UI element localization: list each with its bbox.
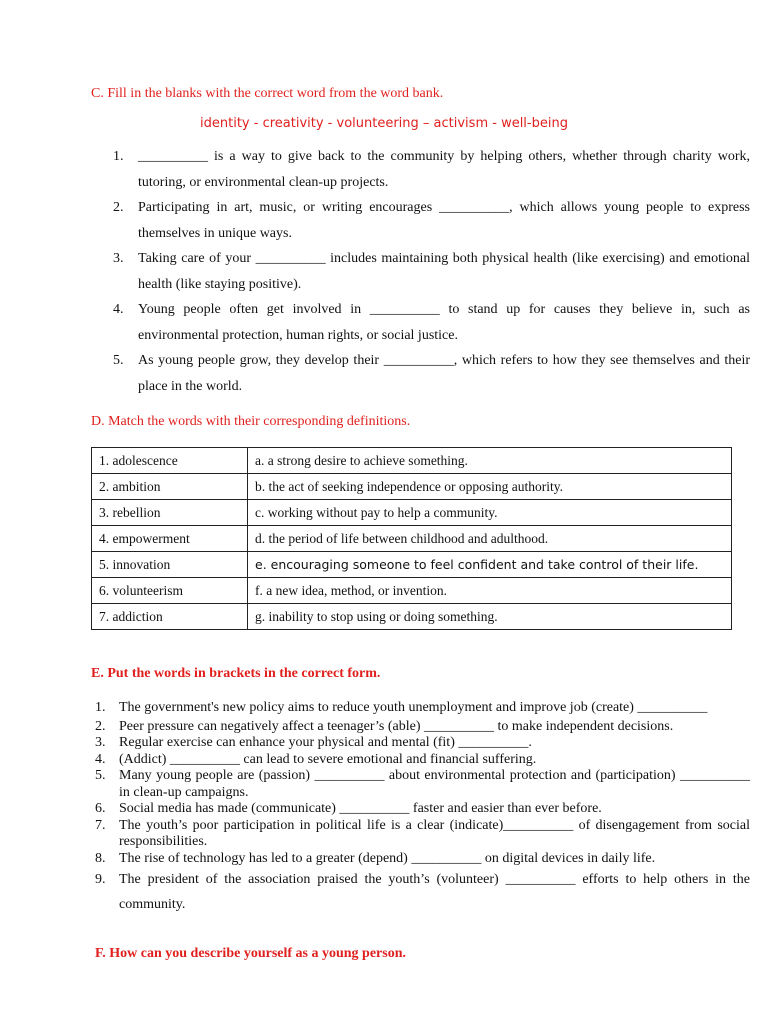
table-row — [92, 500, 732, 526]
table-cell-def: e. encouraging someone to feel confident and take control of their life. — [248, 552, 732, 578]
table-row — [92, 526, 732, 552]
table-row — [92, 604, 732, 630]
table-cell-def: b. the act of seeking independence or opposing authority. — [248, 474, 732, 500]
table-cell-word: 6. volunteerism — [92, 578, 248, 604]
word-bank: identity - creativity - volunteering – activism - well-being — [200, 116, 568, 131]
section-c-list — [100, 144, 750, 399]
section-e-list — [95, 700, 750, 917]
section-c-heading — [91, 86, 443, 102]
list-item: 1. __________ is a way to give back to the community by helping others, whether through charity work, tutoring, or environmental clean-up projects. — [113, 149, 750, 190]
list-item: 8. The rise of technology has led to a greater (depend) __________ on digital devices in daily life. — [95, 850, 656, 866]
list-item: 7. The youth’s poor participation in political life is a clear (indicate)__________ of disengagement from social responsibilities. — [95, 817, 750, 849]
list-item: 1. The government's new policy aims to reduce youth unemployment and improve job (create) __________ — [95, 700, 708, 715]
list-item: 6. Social media has made (communicate) __________ faster and easier than ever before. — [95, 801, 602, 816]
list-item: 4. (Addict) __________ can lead to severe emotional and financial suffering. — [95, 751, 537, 767]
section-f-title: F. How can you describe yourself as a young person. — [95, 946, 407, 961]
list-item: 2. Peer pressure can negatively affect a teenager’s (able) __________ to make independent decisions. — [95, 718, 674, 734]
section-e-title: E. Put the words in brackets in the correct form. — [91, 666, 381, 681]
table-cell-word: 7. addiction — [92, 604, 248, 630]
table-cell-def: c. working without pay to help a community. — [248, 500, 732, 526]
section-d-title: D. Match the words with their corresponding definitions. — [91, 414, 411, 429]
table-cell-word: 5. innovation — [92, 552, 248, 578]
matching-table — [91, 447, 732, 630]
section-c-letter: C — [91, 86, 101, 101]
table-cell-def: a. a strong desire to achieve something. — [248, 448, 732, 474]
list-item: 2. Participating in art, music, or writing encourages __________, which allows young people to express themselves in unique ways. — [113, 200, 750, 241]
table-cell-word: 3. rebellion — [92, 500, 248, 526]
list-item: 3. Regular exercise can enhance your physical and mental (fit) __________. — [95, 735, 532, 750]
list-item: 4. Young people often get involved in __________ to stand up for causes they believe in, such as environmental protection, human rights, or social justice. — [113, 302, 750, 343]
table-cell-def: g. inability to stop using or doing something. — [248, 604, 732, 630]
table-row — [92, 552, 732, 578]
table-row — [92, 578, 732, 604]
list-item: 5. Many young people are (passion) __________ about environmental protection and (participation) __________ in clean-up campaigns. — [95, 768, 750, 800]
table-cell-def: d. the period of life between childhood and adulthood. — [248, 526, 732, 552]
table-cell-word: 4. empowerment — [92, 526, 248, 552]
list-item: 9. The president of the association praised the youth’s (volunteer) __________ efforts to help others in the community. — [95, 872, 750, 912]
section-c-title: . Fill in the blanks with the correct word from the word bank. — [100, 86, 444, 101]
table-cell-def: f. a new idea, method, or invention. — [248, 578, 732, 604]
list-item: 5. As young people grow, they develop their __________, which refers to how they see themselves and their place in the world. — [113, 353, 750, 394]
table-cell-word: 1. adolescence — [92, 448, 248, 474]
table-row — [92, 448, 732, 474]
table-row — [92, 474, 732, 500]
table-cell-word: 2. ambition — [92, 474, 248, 500]
list-item: 3. Taking care of your __________ includes maintaining both physical health (like exercising) and emotional health (like staying positive). — [113, 251, 750, 292]
